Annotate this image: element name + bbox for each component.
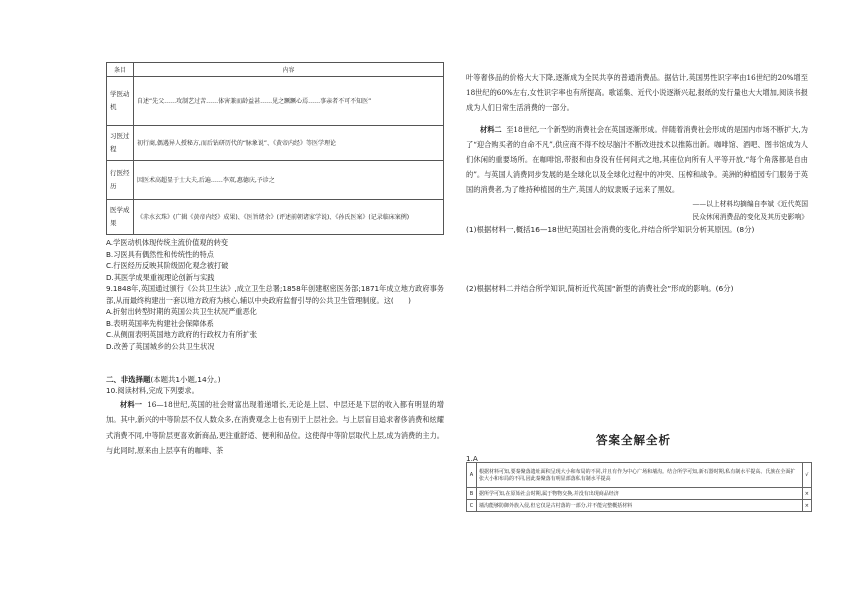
source-line-1: ——以上材料均摘编自李斌《近代英国 [692,199,808,208]
question-10-1: (1)根据材料一,概括16—18世纪英国社会消费的变化,并结合所学知识分析其原因。(8分) [466,224,755,234]
material-1-continued: 叶等奢侈品的价格大大下降,逐渐成为全民共享的普通消费品。据估计,英国男性识字率由16世纪的20%增至18世纪的60%左右,女性识字率也有所提高。歌谣集、近代小说逐渐兴起,报纸的发行量也大大增加,阅读书报成为人们日常生活消费的一部分。 [466,73,808,113]
q8-option-d: D.其医学成果重视理论创新与实践 [106,272,215,282]
left-column [106,62,444,458]
q9-option-b: B.表明英国率先构建社会保障体系 [106,318,214,328]
q10-stem: 10.阅读材料,完成下列要求。 [106,386,199,396]
table-row [467,488,812,500]
table-cell-item: 医学成果 [107,200,134,235]
table-row [107,161,444,200]
answer-option-text: 据所学可知,在原始社会时期,属于物物交换,并没有出现商品经济 [477,488,803,500]
table-cell-content: 自述“先父……攻制艺过苦……体害兼而龄益甚……见之蹶蹶心焉……事亲者不可不知医” [134,77,444,126]
answer-option-key: B [467,488,477,500]
section-title [106,374,444,385]
doctor-info-table [106,62,444,235]
material-1-label: 材料一 [120,399,143,409]
material-1-text: 16—18世纪,英国的社会财富出现着递增长,无论是上层、中层还是下层的收入都有明显的增加。其中,新兴的中等阶层不仅人数众多,在消费观念上也有别于上层社会。与上层盲目追求奢侈消费和炫耀式消费不同,中等阶层更喜欢新商品,更注重舒适、便利和品位。这使得中等阶层取代上层,成为消费的主力。与此同时,原来由上层享有的咖啡、茶 [106,399,444,455]
table-cell-content: 因医术高超显于士大夫,后遍……李双,惠德庆,予诊之 [134,161,444,200]
q9-option-c: C.从侧面表明英国地方政府的行政权力有所扩张 [106,330,258,340]
answer-option-mark: × [802,500,811,512]
material-2-label: 材料二 [480,124,502,134]
table-row [107,200,444,235]
answer-section-title: 答案全解全析 [596,433,671,447]
q9-stem: 9.1848年,英国通过颁行《公共卫生法》,成立卫生总署;1858年创建枢密医务部;1871年成立地方政府事务部,从而最终构建出一套以地方政府为核心,辅以中央政府监督引导的公共卫生管理制度。这( ) [106,284,444,305]
table-row [107,126,444,161]
table-cell-item: 学医动机 [107,77,134,126]
answer-analysis-table [466,462,812,512]
table-row [467,500,812,512]
answer-option-mark: √ [802,463,811,488]
q9-option-a: A.折射出转型时期的英国公共卫生状况严重恶化 [106,307,257,317]
table-header-content: 内容 [134,63,444,77]
answer-option-key: A [467,463,477,488]
q9-option-d: D.改善了英国城乡的公共卫生状况 [106,341,215,351]
table-cell-item: 行医经历 [107,161,134,200]
table-row [467,463,812,488]
answer-option-mark: × [802,488,811,500]
q8-option-c: C.行医经历反映其阶级固化观念被打破 [106,261,229,270]
section-note: (本题共1小题,14分。) [150,375,221,385]
table-row [107,77,444,126]
table-cell-item: 习医过程 [107,126,134,161]
q8-option-a: A.学医动机体现传统主流价值观的转变 [106,238,229,247]
material-1 [106,397,444,459]
table-cell-content: 初行商,偶遇异人授秘方,而后钻研历代的“脉象说”、《黄帝内经》等医学理论 [134,126,444,161]
answer-option-text: 根据材料可知,要秦聚落遗址面积呈现大小和布局的不同,并且有作为中心广场和墙沟。结合所学可知,新石器时期,私有制水平提高、氏族在全面扩张大小和布局的不同,因此秦聚落有明显部落私有制水平提高 [477,463,803,488]
table-header-item: 条目 [107,63,134,77]
source-line-2: 民众休闲消费品的变化及其历史影响》 [692,212,808,221]
answer-option-key: C [467,500,477,512]
right-column [466,70,808,294]
material-2-text: 至18世纪,一个新型的消费社会在英国逐渐形成。伴随着消费社会形成的是国内市场不断扩大,为了“迎合购买者的自命不凡”,供应商不得不绞尽脑汁不断改进技术以推陈出新。咖啡馆、酒吧、图书馆成为人们休闲的重要场所。在咖啡馆,带报和由身没有任何间式之地,其座位向所有人平等开放,“每个角落都是自由的”。与英国人消费同步发展的是全球化以及全球化过程中的冲突、压榨和战争。美洲的种植园专门服务于英国的消费者,为了维持种植园的生产,英国人的奴隶贩子远来了黑奴。 [466,124,808,195]
question-10-2: (2)根据材料二并结合所学知识,简析近代英国“新型的消费社会”形成的影响。(6分) [466,283,734,293]
answer-number: 1.A [466,454,478,463]
material-2 [466,122,808,198]
answer-option-text: 墙沟能够防御外族入侵,但它仅是古村落的一部分,并不能完整概括材料 [477,500,803,512]
q8-option-b: B.习医具有偶然性和传统性的特点 [106,249,214,259]
table-cell-content: 《赤水玄珠》(广辑《黄帝内经》成果)、《医旨绪余》(评述前朝诸家学说)、《孙氏医案》(记录临床案例) [134,200,444,235]
section-title-text: 二、非选择题 [106,375,151,385]
